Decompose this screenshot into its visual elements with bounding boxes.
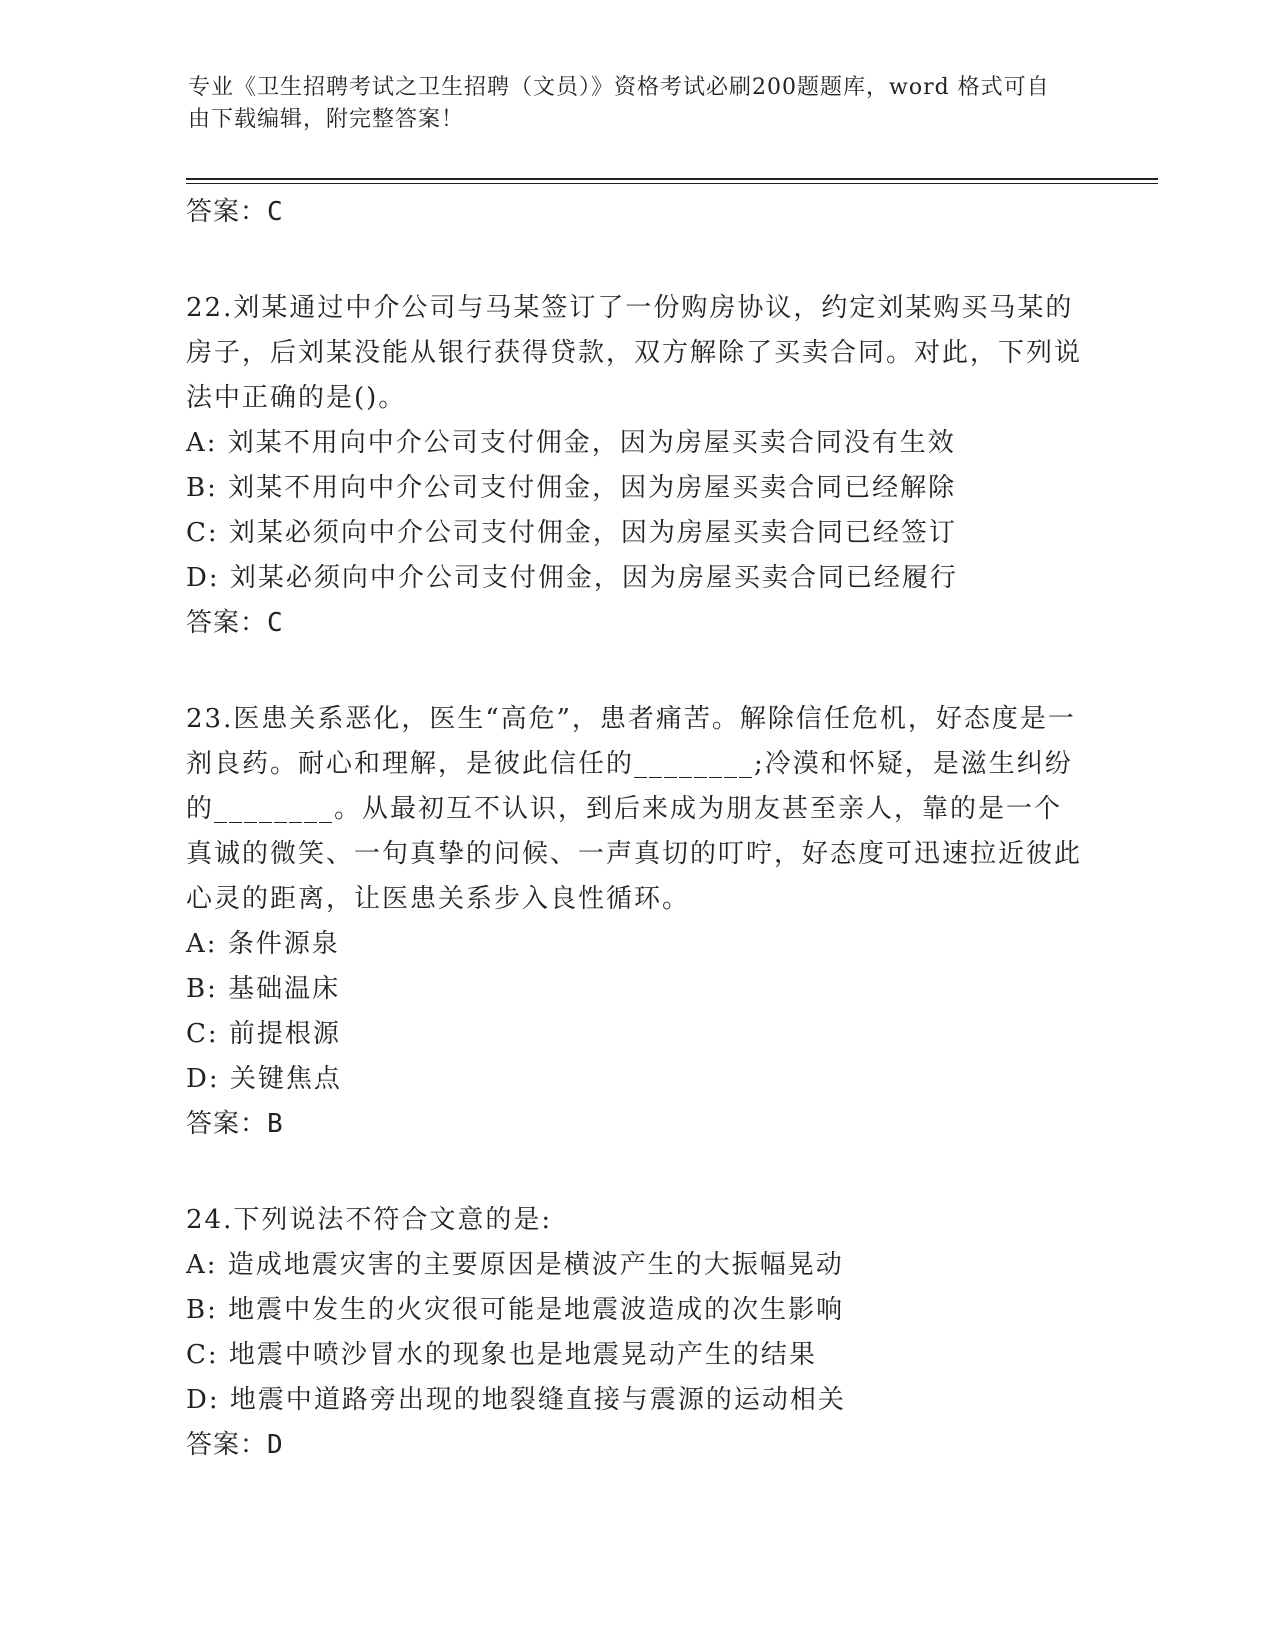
question-22 [186,286,1086,645]
option-a: A: 造成地震灾害的主要原因是横波产生的大振幅晃动 [186,1250,844,1280]
document-body [186,190,1086,1467]
option-d: D: 地震中道路旁出现的地裂缝直接与震源的运动相关 [186,1385,846,1415]
option-b: B: 地震中发生的火灾很可能是地震波造成的次生影响 [186,1295,845,1325]
answer-line: 答案：C [186,608,284,638]
option-b: B: 刘某不用向中介公司支付佣金，因为房屋买卖合同已经解除 [186,473,957,503]
option-a: A: 刘某不用向中介公司支付佣金，因为房屋买卖合同没有生效 [186,428,956,458]
option-a: A: 条件源泉 [186,929,340,959]
answer-line: 答案：C [186,197,284,227]
option-d: D: 关键焦点 [186,1064,342,1094]
question-stem: 24.下列说法不符合文意的是: [186,1205,553,1235]
answer-line: 答案：D [186,1430,284,1460]
header-divider-thin [186,183,1158,184]
question-24 [186,1198,1086,1467]
option-c: C: 前提根源 [186,1019,341,1049]
option-c: C: 刘某必须向中介公司支付佣金，因为房屋买卖合同已经签订 [186,518,957,548]
question-23 [186,697,1086,1146]
answer-line: 答案：B [186,1109,284,1139]
option-d: D: 刘某必须向中介公司支付佣金，因为房屋买卖合同已经履行 [186,563,958,593]
option-c: C: 地震中喷沙冒水的现象也是地震晃动产生的结果 [186,1340,817,1370]
header-divider-thick [186,178,1158,180]
option-b: B: 基础温床 [186,974,341,1004]
question-stem: 23.医患关系恶化，医生“高危”，患者痛苦。解除信任危机，好态度是一剂良药。耐心和理解，是彼此信任的________;冷漠和怀疑，是滋生纠纷的________。从最初互不认识，到后来成为朋友甚至亲人，靠的是一个真诚的微笑、一句真挚的问候、一声真切的叮咛，好态度可迅速拉近彼此心灵的距离，让医患关系步入良性循环。 [186,704,1083,914]
question-stem: 22.刘某通过中介公司与马某签订了一份购房协议，约定刘某购买马某的房子，后刘某没能从银行获得贷款，双方解除了买卖合同。对此，下列说法中正确的是()。 [186,293,1083,413]
page-header: 专业《卫生招聘考试之卫生招聘（文员）》资格考试必刷200题题库，word 格式可自由下载编辑，附完整答案！ [188,75,1050,132]
